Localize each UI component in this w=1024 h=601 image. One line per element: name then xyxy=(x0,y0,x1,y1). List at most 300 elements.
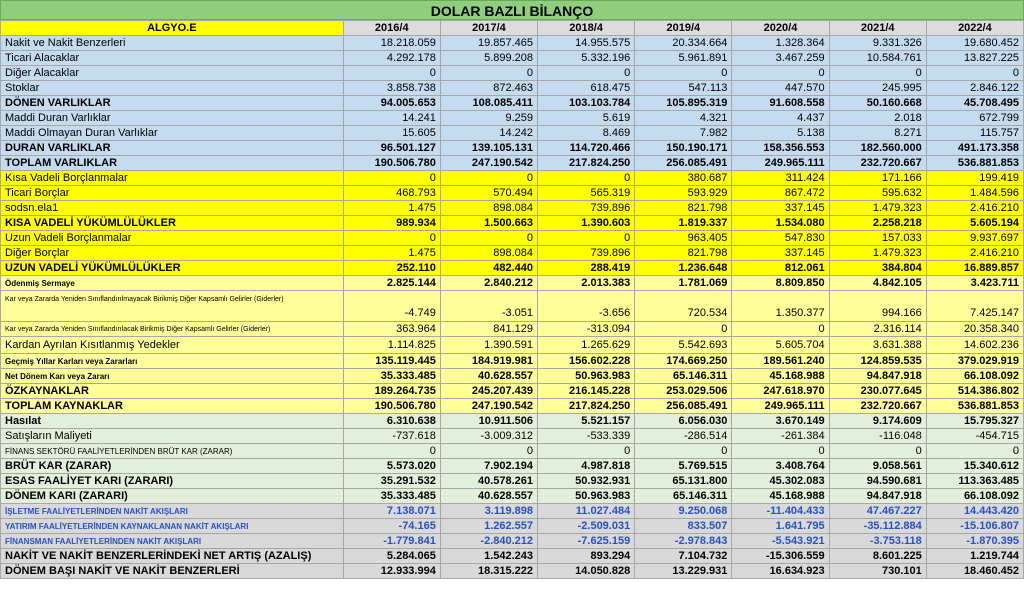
value-cell[interactable]: 1.819.337 xyxy=(635,216,732,231)
table-row xyxy=(1,261,1024,276)
year-header[interactable]: 2018/4 xyxy=(538,21,635,36)
value-cell[interactable]: 35.333.485 xyxy=(343,369,440,384)
value-cell[interactable]: 5.521.157 xyxy=(538,414,635,429)
value-cell[interactable]: 2.416.210 xyxy=(926,201,1023,216)
value-cell[interactable]: 2.825.144 xyxy=(343,276,440,291)
value-cell[interactable]: 91.608.558 xyxy=(732,96,829,111)
value-cell[interactable]: 730.101 xyxy=(829,564,926,579)
value-cell[interactable]: 9.058.561 xyxy=(829,459,926,474)
value-cell[interactable]: 35.291.532 xyxy=(343,474,440,489)
value-cell[interactable]: 1.484.596 xyxy=(926,186,1023,201)
value-cell[interactable]: 14.050.828 xyxy=(538,564,635,579)
value-cell[interactable]: 66.108.092 xyxy=(926,489,1023,504)
value-cell[interactable]: 247.618.970 xyxy=(732,384,829,399)
value-cell[interactable]: 14.955.575 xyxy=(538,36,635,51)
value-cell[interactable]: 247.190.542 xyxy=(440,156,537,171)
row-label[interactable]: YATIRIM FAALİYETLERİNDEN KAYNAKLANAN NAKİT AKIŞLARI xyxy=(1,519,344,534)
value-cell[interactable]: 1.219.744 xyxy=(926,549,1023,564)
value-cell[interactable]: -15.106.807 xyxy=(926,519,1023,534)
row-label[interactable]: Ticari Alacaklar xyxy=(1,51,344,66)
value-cell[interactable]: 447.570 xyxy=(732,81,829,96)
value-cell[interactable]: 5.332.196 xyxy=(538,51,635,66)
value-cell[interactable]: 2.840.212 xyxy=(440,276,537,291)
value-cell[interactable]: 10.584.761 xyxy=(829,51,926,66)
value-cell[interactable]: 65.146.311 xyxy=(635,369,732,384)
table-row xyxy=(1,246,1024,261)
value-cell[interactable]: 253.029.506 xyxy=(635,384,732,399)
value-cell[interactable]: 514.386.802 xyxy=(926,384,1023,399)
value-cell[interactable]: 1.265.629 xyxy=(538,337,635,354)
value-cell[interactable]: 249.965.111 xyxy=(732,156,829,171)
value-cell[interactable]: 468.793 xyxy=(343,186,440,201)
value-cell[interactable]: 2.018 xyxy=(829,111,926,126)
value-cell[interactable]: 40.628.557 xyxy=(440,489,537,504)
value-cell[interactable]: 0 xyxy=(732,444,829,459)
row-label[interactable]: Nakit ve Nakit Benzerleri xyxy=(1,36,344,51)
value-cell[interactable]: -2.840.212 xyxy=(440,534,537,549)
value-cell[interactable]: -533.339 xyxy=(538,429,635,444)
value-cell[interactable]: 565.319 xyxy=(538,186,635,201)
row-label[interactable]: ÖZKAYNAKLAR xyxy=(1,384,344,399)
value-cell[interactable]: 833.507 xyxy=(635,519,732,534)
value-cell[interactable]: 994.166 xyxy=(829,291,926,322)
value-cell[interactable]: 3.408.764 xyxy=(732,459,829,474)
value-cell[interactable]: 0 xyxy=(538,231,635,246)
value-cell[interactable]: 0 xyxy=(635,444,732,459)
value-cell[interactable]: 0 xyxy=(440,171,537,186)
value-cell[interactable]: 15.340.612 xyxy=(926,459,1023,474)
value-cell[interactable]: 5.619 xyxy=(538,111,635,126)
value-cell[interactable]: 8.271 xyxy=(829,126,926,141)
value-cell[interactable]: 0 xyxy=(538,444,635,459)
value-cell[interactable]: 739.896 xyxy=(538,246,635,261)
table-row xyxy=(1,519,1024,534)
value-cell[interactable]: 337.145 xyxy=(732,201,829,216)
value-cell[interactable]: 595.632 xyxy=(829,186,926,201)
value-cell[interactable]: 8.601.225 xyxy=(829,549,926,564)
value-cell[interactable]: -2.509.031 xyxy=(538,519,635,534)
value-cell[interactable]: 0 xyxy=(926,66,1023,81)
value-cell[interactable]: 232.720.667 xyxy=(829,156,926,171)
value-cell[interactable]: 1.390.591 xyxy=(440,337,537,354)
value-cell[interactable]: 0 xyxy=(829,444,926,459)
value-cell[interactable]: 1.236.648 xyxy=(635,261,732,276)
value-cell[interactable]: -454.715 xyxy=(926,429,1023,444)
value-cell[interactable]: 898.084 xyxy=(440,246,537,261)
value-cell[interactable]: 3.858.738 xyxy=(343,81,440,96)
value-cell[interactable]: 7.104.732 xyxy=(635,549,732,564)
row-label[interactable]: ESAS FAALİYET KARI (ZARARI) xyxy=(1,474,344,489)
row-label[interactable]: Satışların Maliyeti xyxy=(1,429,344,444)
value-cell[interactable]: 20.358.340 xyxy=(926,322,1023,337)
value-cell[interactable]: 249.965.111 xyxy=(732,399,829,414)
value-cell[interactable]: 19.857.465 xyxy=(440,36,537,51)
value-cell[interactable]: 5.605.194 xyxy=(926,216,1023,231)
table-row xyxy=(1,111,1024,126)
row-label[interactable]: DÖNEM BAŞI NAKİT VE NAKİT BENZERLERİ xyxy=(1,564,344,579)
value-cell[interactable]: 2.416.210 xyxy=(926,246,1023,261)
value-cell[interactable]: 1.350.377 xyxy=(732,291,829,322)
value-cell[interactable]: 11.027.484 xyxy=(538,504,635,519)
row-label[interactable]: UZUN VADELİ YÜKÜMLÜLÜKLER xyxy=(1,261,344,276)
year-header[interactable]: 2016/4 xyxy=(343,21,440,36)
value-cell[interactable]: 570.494 xyxy=(440,186,537,201)
value-cell[interactable]: 20.334.664 xyxy=(635,36,732,51)
row-label[interactable]: FİNANS SEKTÖRÜ FAALİYETLERİNDEN BRÜT KAR (ZARAR) xyxy=(1,444,344,459)
value-cell[interactable]: 105.895.319 xyxy=(635,96,732,111)
row-label[interactable]: Maddi Duran Varlıklar xyxy=(1,111,344,126)
value-cell[interactable]: 9.250.068 xyxy=(635,504,732,519)
value-cell[interactable]: 1.390.603 xyxy=(538,216,635,231)
value-cell[interactable]: 363.964 xyxy=(343,322,440,337)
table-row xyxy=(1,564,1024,579)
value-cell[interactable]: 812.061 xyxy=(732,261,829,276)
value-cell[interactable]: 3.631.388 xyxy=(829,337,926,354)
value-cell[interactable]: 0 xyxy=(829,66,926,81)
value-cell[interactable]: 5.899.208 xyxy=(440,51,537,66)
value-cell[interactable]: 16.889.857 xyxy=(926,261,1023,276)
value-cell[interactable]: 139.105.131 xyxy=(440,141,537,156)
table-row xyxy=(1,126,1024,141)
value-cell[interactable]: 47.467.227 xyxy=(829,504,926,519)
row-label[interactable]: NAKİT VE NAKİT BENZERLERİNDEKİ NET ARTIŞ (AZALIŞ) xyxy=(1,549,344,564)
value-cell[interactable]: 18.460.452 xyxy=(926,564,1023,579)
value-cell[interactable]: 288.419 xyxy=(538,261,635,276)
value-cell[interactable]: 247.190.542 xyxy=(440,399,537,414)
value-cell[interactable]: 8.469 xyxy=(538,126,635,141)
value-cell[interactable]: 720.534 xyxy=(635,291,732,322)
table-row xyxy=(1,444,1024,459)
value-cell[interactable]: 171.166 xyxy=(829,171,926,186)
value-cell[interactable]: -74.165 xyxy=(343,519,440,534)
value-cell[interactable]: 0 xyxy=(635,322,732,337)
value-cell[interactable]: 963.405 xyxy=(635,231,732,246)
value-cell[interactable]: 0 xyxy=(343,66,440,81)
value-cell[interactable]: 16.634.923 xyxy=(732,564,829,579)
value-cell[interactable]: 1.534.080 xyxy=(732,216,829,231)
value-cell[interactable]: 821.798 xyxy=(635,246,732,261)
value-cell[interactable]: 9.259 xyxy=(440,111,537,126)
value-cell[interactable]: 157.033 xyxy=(829,231,926,246)
value-cell[interactable]: 3.467.259 xyxy=(732,51,829,66)
value-cell[interactable]: 158.356.553 xyxy=(732,141,829,156)
value-cell[interactable]: 18.218.059 xyxy=(343,36,440,51)
value-cell[interactable]: 19.680.452 xyxy=(926,36,1023,51)
row-label[interactable]: DÖNEN VARLIKLAR xyxy=(1,96,344,111)
row-label[interactable]: KISA VADELİ YÜKÜMLÜLÜKLER xyxy=(1,216,344,231)
value-cell[interactable]: 256.085.491 xyxy=(635,156,732,171)
value-cell[interactable]: 5.542.693 xyxy=(635,337,732,354)
value-cell[interactable]: 50.932.931 xyxy=(538,474,635,489)
value-cell[interactable]: 2.258.218 xyxy=(829,216,926,231)
value-cell[interactable]: 232.720.667 xyxy=(829,399,926,414)
value-cell[interactable]: 12.933.994 xyxy=(343,564,440,579)
value-cell[interactable]: 739.896 xyxy=(538,201,635,216)
value-cell[interactable]: 252.110 xyxy=(343,261,440,276)
row-label[interactable]: Kardan Ayrılan Kısıtlanmış Yedekler xyxy=(1,337,344,354)
value-cell[interactable]: 547.113 xyxy=(635,81,732,96)
value-cell[interactable]: 0 xyxy=(538,171,635,186)
value-cell[interactable]: 1.479.323 xyxy=(829,201,926,216)
value-cell[interactable]: 135.119.445 xyxy=(343,354,440,369)
value-cell[interactable]: 7.138.071 xyxy=(343,504,440,519)
value-cell[interactable]: -313.094 xyxy=(538,322,635,337)
value-cell[interactable]: 50.963.983 xyxy=(538,369,635,384)
value-cell[interactable]: 3.670.149 xyxy=(732,414,829,429)
value-cell[interactable]: 536.881.853 xyxy=(926,399,1023,414)
value-cell[interactable]: 4.321 xyxy=(635,111,732,126)
value-cell[interactable]: 5.961.891 xyxy=(635,51,732,66)
value-cell[interactable]: 94.847.918 xyxy=(829,369,926,384)
value-cell[interactable]: 15.795.327 xyxy=(926,414,1023,429)
value-cell[interactable]: 7.425.147 xyxy=(926,291,1023,322)
value-cell[interactable]: 184.919.981 xyxy=(440,354,537,369)
value-cell[interactable]: 821.798 xyxy=(635,201,732,216)
value-cell[interactable]: 115.757 xyxy=(926,126,1023,141)
value-cell[interactable]: 0 xyxy=(343,444,440,459)
value-cell[interactable]: 3.423.711 xyxy=(926,276,1023,291)
value-cell[interactable]: 536.881.853 xyxy=(926,156,1023,171)
value-cell[interactable]: 14.602.236 xyxy=(926,337,1023,354)
value-cell[interactable]: 0 xyxy=(635,66,732,81)
value-cell[interactable]: 190.506.780 xyxy=(343,156,440,171)
value-cell[interactable]: 672.799 xyxy=(926,111,1023,126)
row-label[interactable]: Ödenmiş Sermaye xyxy=(1,276,344,291)
row-label[interactable]: FİNANSMAN FAALİYETLERİNDEN NAKİT AKIŞLARI xyxy=(1,534,344,549)
year-header[interactable]: 2022/4 xyxy=(926,21,1023,36)
value-cell[interactable]: 4.437 xyxy=(732,111,829,126)
row-label[interactable]: TOPLAM VARLIKLAR xyxy=(1,156,344,171)
value-cell[interactable]: -35.112.884 xyxy=(829,519,926,534)
value-cell[interactable]: 1.262.557 xyxy=(440,519,537,534)
value-cell[interactable]: 898.084 xyxy=(440,201,537,216)
value-cell[interactable]: -261.384 xyxy=(732,429,829,444)
value-cell[interactable]: 1.475 xyxy=(343,201,440,216)
value-cell[interactable]: 867.472 xyxy=(732,186,829,201)
value-cell[interactable]: 217.824.250 xyxy=(538,399,635,414)
value-cell[interactable]: -11.404.433 xyxy=(732,504,829,519)
value-cell[interactable]: 65.146.311 xyxy=(635,489,732,504)
value-cell[interactable]: 6.310.638 xyxy=(343,414,440,429)
value-cell[interactable]: 65.131.800 xyxy=(635,474,732,489)
value-cell[interactable]: 40.628.557 xyxy=(440,369,537,384)
value-cell[interactable]: 8.809.850 xyxy=(732,276,829,291)
row-label[interactable]: BRÜT KAR (ZARAR) xyxy=(1,459,344,474)
value-cell[interactable]: 13.229.931 xyxy=(635,564,732,579)
value-cell[interactable]: -737.618 xyxy=(343,429,440,444)
value-cell[interactable]: 150.190.171 xyxy=(635,141,732,156)
value-cell[interactable]: 103.103.784 xyxy=(538,96,635,111)
value-cell[interactable]: 113.363.485 xyxy=(926,474,1023,489)
row-label[interactable]: sodsn.ela1 xyxy=(1,201,344,216)
value-cell[interactable]: 9.331.326 xyxy=(829,36,926,51)
value-cell[interactable]: 6.056.030 xyxy=(635,414,732,429)
value-cell[interactable]: 4.292.178 xyxy=(343,51,440,66)
row-label[interactable]: Geçmiş Yıllar Karları veya Zararları xyxy=(1,354,344,369)
value-cell[interactable]: 9.937.697 xyxy=(926,231,1023,246)
row-label[interactable]: Hasılat xyxy=(1,414,344,429)
value-cell[interactable]: 1.641.795 xyxy=(732,519,829,534)
value-cell[interactable]: 35.333.485 xyxy=(343,489,440,504)
row-label[interactable]: Diğer Borçlar xyxy=(1,246,344,261)
value-cell[interactable]: 94.590.681 xyxy=(829,474,926,489)
value-cell[interactable]: 311.424 xyxy=(732,171,829,186)
row-label[interactable]: Net Dönem Karı veya Zararı xyxy=(1,369,344,384)
value-cell[interactable]: 245.995 xyxy=(829,81,926,96)
value-cell[interactable]: 618.475 xyxy=(538,81,635,96)
balance-table xyxy=(0,20,1024,579)
value-cell[interactable]: 0 xyxy=(440,66,537,81)
value-cell[interactable]: 0 xyxy=(732,322,829,337)
value-cell[interactable]: 108.085.411 xyxy=(440,96,537,111)
value-cell[interactable]: 18.315.222 xyxy=(440,564,537,579)
value-cell[interactable]: 491.173.358 xyxy=(926,141,1023,156)
value-cell[interactable]: -286.514 xyxy=(635,429,732,444)
value-cell[interactable]: 379.029.919 xyxy=(926,354,1023,369)
value-cell[interactable]: 10.911.506 xyxy=(440,414,537,429)
row-label[interactable]: DÖNEM KARI (ZARARI) xyxy=(1,489,344,504)
value-cell[interactable]: -3.656 xyxy=(538,291,635,322)
value-cell[interactable]: 45.168.988 xyxy=(732,489,829,504)
value-cell[interactable]: 841.129 xyxy=(440,322,537,337)
row-label[interactable]: Ticari Borçlar xyxy=(1,186,344,201)
row-label[interactable]: İŞLETME FAALİYETLERİNDEN NAKİT AKIŞLARI xyxy=(1,504,344,519)
value-cell[interactable]: 45.168.988 xyxy=(732,369,829,384)
value-cell[interactable]: 0 xyxy=(440,231,537,246)
value-cell[interactable]: 1.781.069 xyxy=(635,276,732,291)
value-cell[interactable]: -1.870.395 xyxy=(926,534,1023,549)
value-cell[interactable]: 0 xyxy=(343,171,440,186)
table-row xyxy=(1,291,1024,322)
table-row xyxy=(1,96,1024,111)
value-cell[interactable]: 66.108.092 xyxy=(926,369,1023,384)
value-cell[interactable]: 217.824.250 xyxy=(538,156,635,171)
value-cell[interactable]: 337.145 xyxy=(732,246,829,261)
row-label[interactable]: TOPLAM KAYNAKLAR xyxy=(1,399,344,414)
value-cell[interactable]: 94.847.918 xyxy=(829,489,926,504)
value-cell[interactable]: 5.769.515 xyxy=(635,459,732,474)
row-label[interactable]: Diğer Alacaklar xyxy=(1,66,344,81)
value-cell[interactable]: -7.625.159 xyxy=(538,534,635,549)
value-cell[interactable]: 230.077.645 xyxy=(829,384,926,399)
row-label[interactable]: Uzun Vadeli Borçlanmalar xyxy=(1,231,344,246)
value-cell[interactable]: 256.085.491 xyxy=(635,399,732,414)
value-cell[interactable]: 872.463 xyxy=(440,81,537,96)
value-cell[interactable]: 4.842.105 xyxy=(829,276,926,291)
row-label[interactable]: Stoklar xyxy=(1,81,344,96)
value-cell[interactable]: 14.443.420 xyxy=(926,504,1023,519)
value-cell[interactable]: 13.827.225 xyxy=(926,51,1023,66)
value-cell[interactable]: 384.804 xyxy=(829,261,926,276)
value-cell[interactable]: 1.328.364 xyxy=(732,36,829,51)
value-cell[interactable]: -4.749 xyxy=(343,291,440,322)
value-cell[interactable]: -116.048 xyxy=(829,429,926,444)
value-cell[interactable]: 1.475 xyxy=(343,246,440,261)
table-row xyxy=(1,354,1024,369)
value-cell[interactable]: 190.506.780 xyxy=(343,399,440,414)
value-cell[interactable]: 3.119.898 xyxy=(440,504,537,519)
value-cell[interactable]: 2.013.383 xyxy=(538,276,635,291)
value-cell[interactable]: 216.145.228 xyxy=(538,384,635,399)
value-cell[interactable]: -3.753.118 xyxy=(829,534,926,549)
value-cell[interactable]: -2.978.843 xyxy=(635,534,732,549)
value-cell[interactable]: 174.669.250 xyxy=(635,354,732,369)
row-label[interactable]: Kar veya Zararda Yeniden Sınıflandırılacak Birikmiş Diğer Kapsamlı Gelirler (Giderler) xyxy=(1,322,344,337)
value-cell[interactable]: 0 xyxy=(732,66,829,81)
value-cell[interactable]: 0 xyxy=(440,444,537,459)
value-cell[interactable]: 4.987.818 xyxy=(538,459,635,474)
value-cell[interactable]: 50.160.668 xyxy=(829,96,926,111)
value-cell[interactable]: 199.419 xyxy=(926,171,1023,186)
table-row xyxy=(1,459,1024,474)
value-cell[interactable]: 124.859.535 xyxy=(829,354,926,369)
value-cell[interactable]: 1.114.825 xyxy=(343,337,440,354)
value-cell[interactable]: -3.051 xyxy=(440,291,537,322)
value-cell[interactable]: 1.500.663 xyxy=(440,216,537,231)
value-cell[interactable]: 40.578.261 xyxy=(440,474,537,489)
value-cell[interactable]: 5.573.020 xyxy=(343,459,440,474)
year-header[interactable]: 2019/4 xyxy=(635,21,732,36)
value-cell[interactable]: 547.830 xyxy=(732,231,829,246)
value-cell[interactable]: -15.306.559 xyxy=(732,549,829,564)
value-cell[interactable]: 0 xyxy=(538,66,635,81)
ticker-cell[interactable]: ALGYO.E xyxy=(1,21,344,36)
value-cell[interactable]: 893.294 xyxy=(538,549,635,564)
value-cell[interactable]: 9.174.609 xyxy=(829,414,926,429)
year-header[interactable]: 2021/4 xyxy=(829,21,926,36)
value-cell[interactable]: 182.560.000 xyxy=(829,141,926,156)
value-cell[interactable]: 50.963.983 xyxy=(538,489,635,504)
value-cell[interactable]: 96.501.127 xyxy=(343,141,440,156)
row-label[interactable]: Kısa Vadeli Borçlanmalar xyxy=(1,171,344,186)
value-cell[interactable]: 189.264.735 xyxy=(343,384,440,399)
value-cell[interactable]: 94.005.653 xyxy=(343,96,440,111)
value-cell[interactable]: 14.242 xyxy=(440,126,537,141)
value-cell[interactable]: 156.602.228 xyxy=(538,354,635,369)
value-cell[interactable]: 0 xyxy=(926,444,1023,459)
value-cell[interactable]: 245.207.439 xyxy=(440,384,537,399)
value-cell[interactable]: 380.687 xyxy=(635,171,732,186)
row-label[interactable]: Kar veya Zararda Yeniden Sınıflandırılmayacak Birikmiş Diğer Kapsamlı Gelirler (Giderler) xyxy=(1,291,344,322)
value-cell[interactable]: 989.934 xyxy=(343,216,440,231)
value-cell[interactable]: 2.846.122 xyxy=(926,81,1023,96)
value-cell[interactable]: 45.708.495 xyxy=(926,96,1023,111)
row-label[interactable]: DURAN VARLIKLAR xyxy=(1,141,344,156)
value-cell[interactable]: 5.605.704 xyxy=(732,337,829,354)
year-header[interactable]: 2017/4 xyxy=(440,21,537,36)
value-cell[interactable]: 1.542.243 xyxy=(440,549,537,564)
value-cell[interactable]: -1.779.841 xyxy=(343,534,440,549)
value-cell[interactable]: 1.479.323 xyxy=(829,246,926,261)
value-cell[interactable]: -5.543.921 xyxy=(732,534,829,549)
value-cell[interactable]: -3.009.312 xyxy=(440,429,537,444)
row-label[interactable]: Maddi Olmayan Duran Varlıklar xyxy=(1,126,344,141)
value-cell[interactable]: 14.241 xyxy=(343,111,440,126)
year-header[interactable]: 2020/4 xyxy=(732,21,829,36)
value-cell[interactable]: 5.284.065 xyxy=(343,549,440,564)
value-cell[interactable]: 114.720.466 xyxy=(538,141,635,156)
value-cell[interactable]: 7.982 xyxy=(635,126,732,141)
value-cell[interactable]: 189.561.240 xyxy=(732,354,829,369)
value-cell[interactable]: 7.902.194 xyxy=(440,459,537,474)
value-cell[interactable]: 2.316.114 xyxy=(829,322,926,337)
value-cell[interactable]: 45.302.083 xyxy=(732,474,829,489)
value-cell[interactable]: 0 xyxy=(343,231,440,246)
value-cell[interactable]: 593.929 xyxy=(635,186,732,201)
value-cell[interactable]: 5.138 xyxy=(732,126,829,141)
value-cell[interactable]: 482.440 xyxy=(440,261,537,276)
value-cell[interactable]: 15.605 xyxy=(343,126,440,141)
